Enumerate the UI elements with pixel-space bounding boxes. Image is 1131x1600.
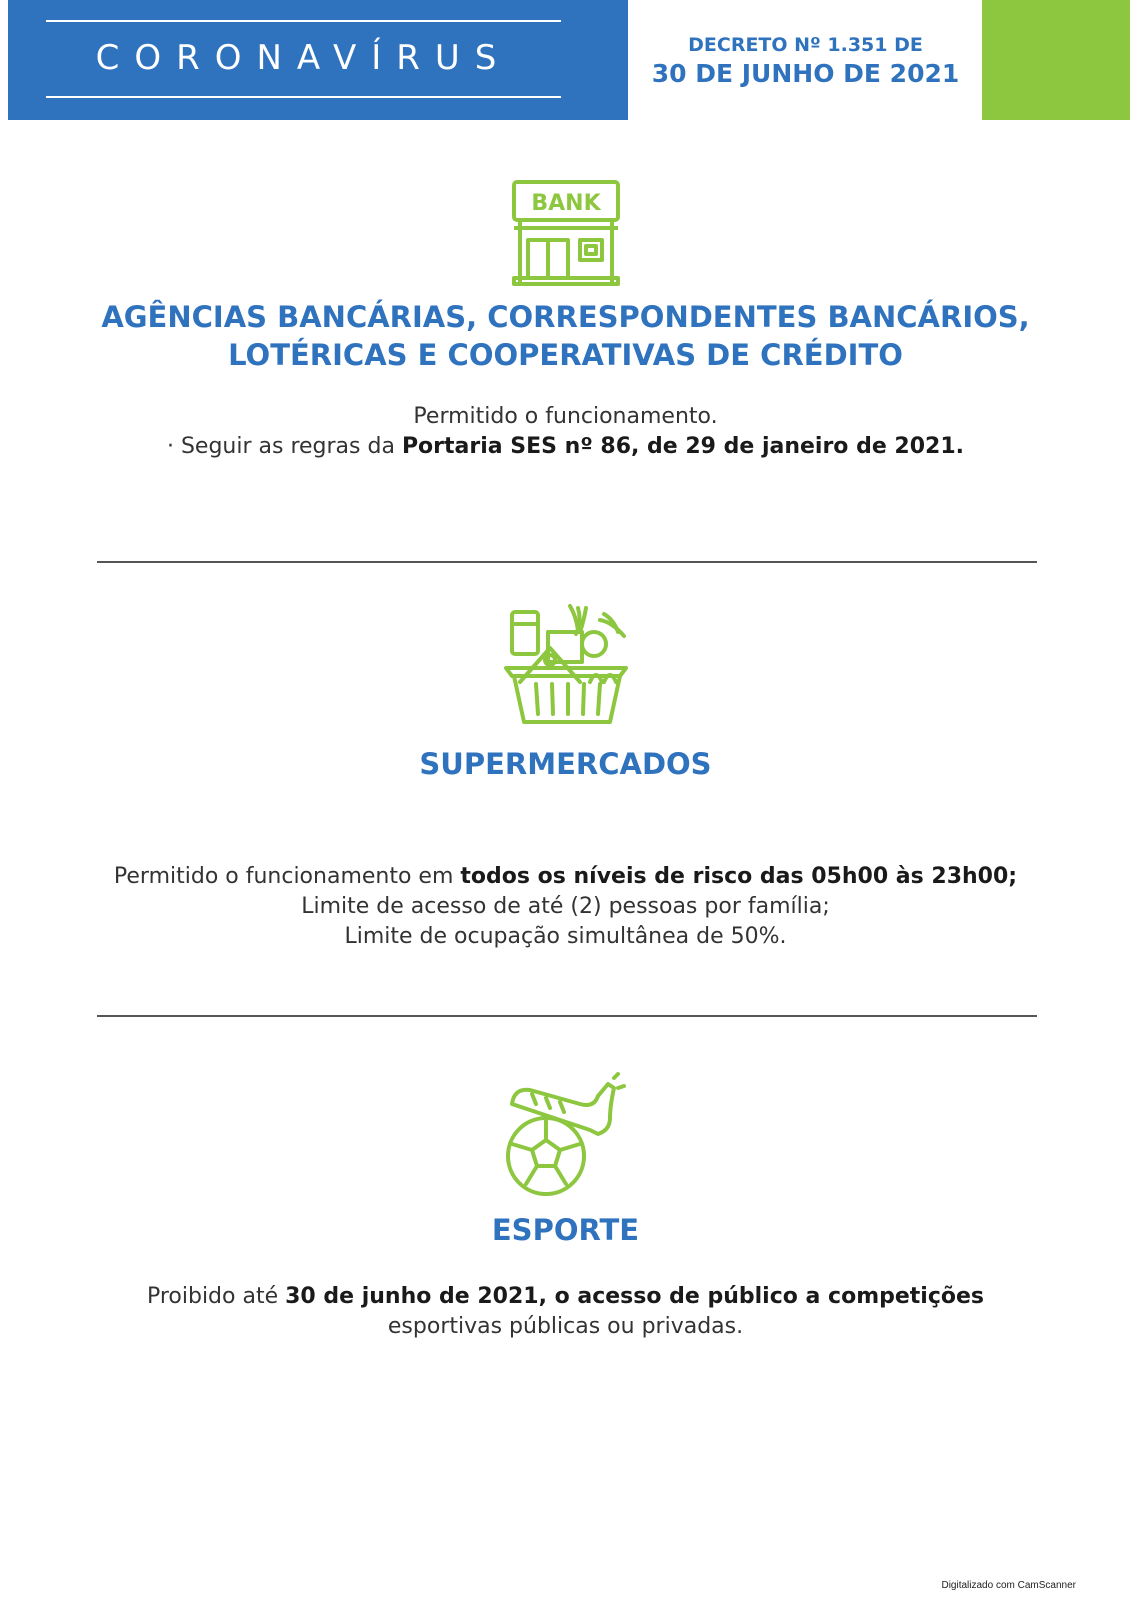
supermarket-text-line1 bbox=[0, 862, 1131, 892]
grocery-basket-icon bbox=[500, 598, 632, 730]
supermarket-section-title: SUPERMERCADOS bbox=[419, 747, 712, 781]
bank-text-line2-prefix: · Seguir as regras da bbox=[166, 434, 402, 459]
header-rule-top bbox=[46, 20, 561, 22]
soccer-ball-cleat-icon bbox=[504, 1072, 628, 1198]
bank-text-line2-bold: Portaria SES nº 86, de 29 de janeiro de 2021. bbox=[401, 434, 965, 459]
sports-text-line1-prefix: Proibido até bbox=[146, 1284, 286, 1309]
sports-icon-wrap bbox=[0, 1072, 1131, 1203]
header-banner bbox=[8, 0, 628, 120]
bank-text-line1: Permitido o funcionamento. bbox=[413, 404, 718, 429]
supermarket-text-line2: Limite de acesso de até (2) pessoas por família; bbox=[301, 894, 830, 919]
supermarket-text-line3: Limite de ocupação simultânea de 50%. bbox=[344, 924, 787, 949]
bank-text-line2 bbox=[0, 432, 1131, 462]
bank-title-line1: AGÊNCIAS BANCÁRIAS, CORRESPONDENTES BANCÁRIOS, bbox=[101, 300, 1030, 334]
sports-section-title: ESPORTE bbox=[491, 1213, 640, 1247]
bank-title-line2: LOTÉRICAS E COOPERATIVAS DE CRÉDITO bbox=[228, 338, 903, 372]
sports-text-line1-bold: 30 de junho de 2021, o acesso de público a competições bbox=[285, 1284, 985, 1309]
decree-info bbox=[628, 32, 983, 90]
header-accent-block bbox=[982, 0, 1130, 120]
sports-text-line2: esportivas públicas ou privadas. bbox=[387, 1314, 744, 1339]
bank-icon-wrap bbox=[0, 178, 1131, 293]
decree-date: 30 DE JUNHO DE 2021 bbox=[651, 59, 960, 88]
bank-section-title bbox=[0, 298, 1131, 374]
grocery-icon-wrap bbox=[0, 598, 1131, 735]
bank-section-text bbox=[0, 402, 1131, 462]
header-rule-bottom bbox=[46, 96, 561, 98]
bank-icon-label: BANK bbox=[530, 191, 601, 216]
decree-number: DECRETO Nº 1.351 DE bbox=[688, 34, 923, 56]
supermarket-section-text bbox=[0, 862, 1131, 952]
divider-2 bbox=[97, 1015, 1037, 1017]
divider-1 bbox=[97, 561, 1037, 563]
supermarket-text-line1-prefix: Permitido o funcionamento em bbox=[113, 864, 461, 889]
sports-section-text bbox=[0, 1282, 1131, 1342]
supermarket-text-line1-bold: todos os níveis de risco das 05h00 às 23h00; bbox=[460, 864, 1018, 889]
bank-icon bbox=[510, 178, 622, 288]
sports-text-line1 bbox=[0, 1282, 1131, 1312]
header-title: CORONAVÍRUS bbox=[95, 38, 512, 78]
scanner-footer-note: Digitalizado com CamScanner bbox=[941, 1580, 1076, 1591]
